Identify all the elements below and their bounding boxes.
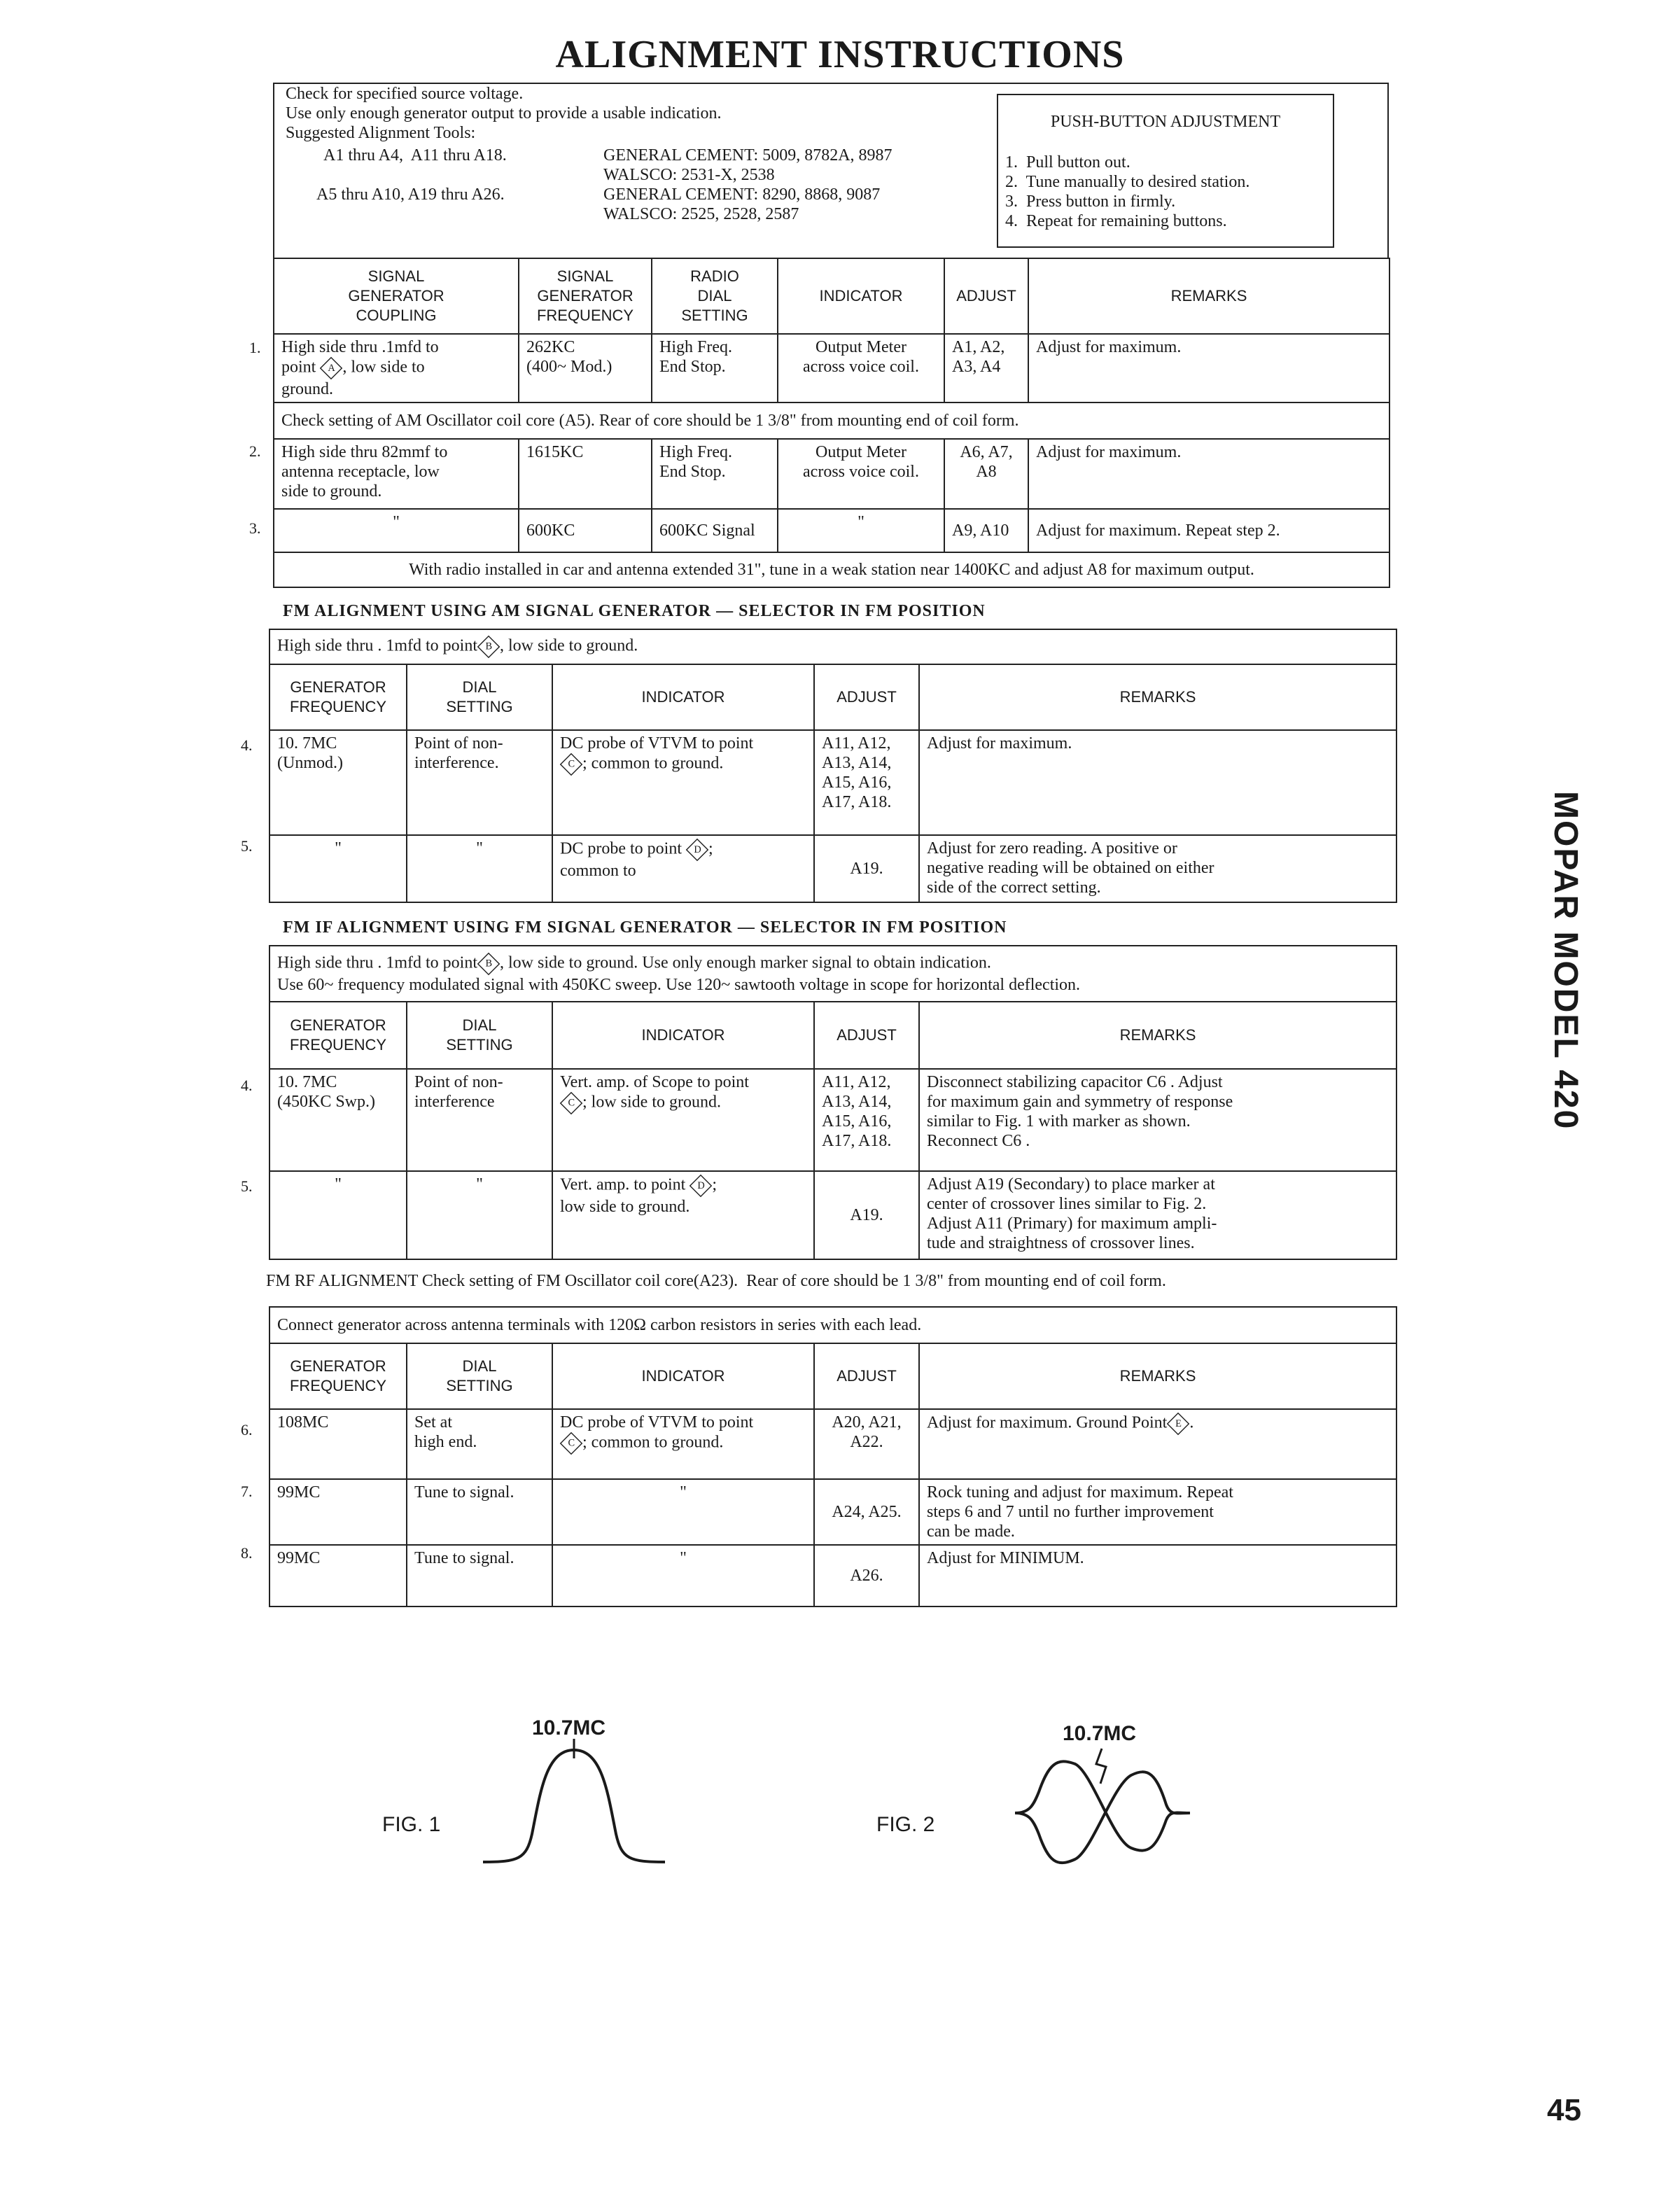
fm-if-row4-indicator: Vert. amp. of Scope to point C ; low side to ground.	[552, 1069, 814, 1171]
side-model-label: MOPAR MODEL 420	[1547, 791, 1584, 1130]
fm-rf-row7-indicator: "	[552, 1479, 814, 1545]
fm-rf-table	[269, 1306, 1397, 1607]
row3-adjust: A9, A10	[944, 509, 1028, 552]
pushbutton-step-2: 2. Tune manually to desired station.	[1005, 173, 1250, 191]
point-b-icon: B	[477, 953, 500, 976]
row3-frequency: 600KC	[519, 509, 652, 552]
header-remarks: REMARKS	[1028, 258, 1390, 334]
table-row	[274, 439, 1390, 509]
fm-am-row5-remarks: Adjust for zero reading. A positive or negative reading will be obtained on either side of the correct setting.	[919, 835, 1396, 902]
fm-rf-connect: Connect generator across antenna terminals with 120Ω carbon resistors in series with each lead.	[270, 1307, 1396, 1343]
page-number: 45	[1547, 2093, 1581, 2127]
header-coupling: SIGNAL GENERATOR COUPLING	[274, 258, 519, 334]
row-number: 5.	[241, 837, 253, 855]
header-adjust: ADJUST	[814, 1002, 919, 1069]
fm-am-connect: High side thru . 1mfd to point B , low side to ground.	[270, 629, 1396, 664]
header-dial: DIAL SETTING	[407, 1002, 552, 1069]
fm-if-row4-adjust: A11, A12, A13, A14, A15, A16, A17, A18.	[814, 1069, 919, 1171]
table-row	[270, 1069, 1396, 1171]
row3-indicator: "	[778, 509, 944, 552]
header-dial: DIAL SETTING	[407, 664, 552, 730]
fm-am-row4-indicator: DC probe of VTVM to point C ; common to ground.	[552, 730, 814, 835]
fm-if-row5-remarks: Adjust A19 (Secondary) to place marker at center of crossover lines similar to Fig. 2. Adjust A11 (Primary) for maximum ampli- tude and straightness of crossover lines.	[919, 1171, 1396, 1259]
intro-line-1: Check for specified source voltage.	[286, 85, 524, 103]
row1-dial: High Freq. End Stop.	[652, 334, 778, 402]
row-number: 8.	[241, 1544, 253, 1562]
tools-a-label: A1 thru A4, A11 thru A18.	[323, 146, 507, 164]
intro-line-2: Use only enough generator output to provide a usable indication.	[286, 104, 722, 122]
row3-remarks: Adjust for maximum. Repeat step 2.	[1028, 509, 1390, 552]
header-remarks: REMARKS	[919, 1343, 1396, 1409]
row2-dial: High Freq. End Stop.	[652, 439, 778, 509]
fm-if-row5-adjust: A19.	[814, 1171, 919, 1259]
row2-adjust: A6, A7, A8	[944, 439, 1028, 509]
fig1-response-curve	[476, 1736, 672, 1869]
tools-b-2: WALSCO: 2525, 2528, 2587	[603, 205, 799, 223]
table-row	[270, 835, 1396, 902]
fm-rf-heading: FM RF ALIGNMENT Check setting of FM Oscillator coil core(A23). Rear of core should be 1 3/8" from mounting end of coil form.	[266, 1272, 1166, 1290]
fm-am-heading: FM ALIGNMENT USING AM SIGNAL GENERATOR — SELECTOR IN FM POSITION	[283, 602, 986, 620]
fm-if-table	[269, 945, 1397, 1260]
fm-if-row5-indicator: Vert. amp. to point D ; low side to ground.	[552, 1171, 814, 1259]
fig2-marker-label: 10.7MC	[1063, 1722, 1137, 1745]
header-indicator: INDICATOR	[552, 1343, 814, 1409]
point-d-icon: D	[686, 839, 709, 862]
tools-a-1: GENERAL CEMENT: 5009, 8782A, 8987	[603, 146, 892, 164]
header-adjust: ADJUST	[814, 664, 919, 730]
row-number: 5.	[241, 1177, 253, 1195]
fm-rf-row6-frequency: 108MC	[270, 1409, 407, 1479]
fm-if-heading: FM IF ALIGNMENT USING FM SIGNAL GENERATOR — SELECTOR IN FM POSITION	[283, 918, 1007, 937]
fm-am-table	[269, 629, 1397, 903]
fm-rf-row7-adjust: A24, A25.	[814, 1479, 919, 1545]
header-dial: RADIO DIAL SETTING	[652, 258, 778, 334]
row3-dial: 600KC Signal	[652, 509, 778, 552]
table-row	[270, 730, 1396, 835]
table-row	[270, 1479, 1396, 1545]
tools-a-2: WALSCO: 2531-X, 2538	[603, 166, 775, 184]
fm-if-row5-frequency: "	[270, 1171, 407, 1259]
tools-b-1: GENERAL CEMENT: 8290, 8868, 9087	[603, 186, 881, 204]
header-frequency: GENERATOR FREQUENCY	[270, 1002, 407, 1069]
fig1-label: FIG. 1	[382, 1813, 441, 1836]
fm-am-row4-remarks: Adjust for maximum.	[919, 730, 1396, 835]
header-adjust: ADJUST	[814, 1343, 919, 1409]
fm-rf-row7-dial: Tune to signal.	[407, 1479, 552, 1545]
fm-am-row4-dial: Point of non- interference.	[407, 730, 552, 835]
intro-line-3: Suggested Alignment Tools:	[286, 124, 476, 142]
point-a-icon: A	[320, 357, 343, 380]
page-title: ALIGNMENT INSTRUCTIONS	[555, 33, 1125, 76]
header-adjust: ADJUST	[944, 258, 1028, 334]
am-note-oscillator: Check setting of AM Oscillator coil core (A5). Rear of core should be 1 3/8" from mounting end of coil form.	[274, 402, 1390, 439]
fm-rf-row8-indicator: "	[552, 1545, 814, 1606]
row-number: 4.	[241, 736, 253, 754]
point-d-icon: D	[690, 1175, 713, 1198]
header-dial: DIAL SETTING	[407, 1343, 552, 1409]
point-c-icon: C	[560, 1092, 583, 1115]
fm-if-row4-frequency: 10. 7MC (450KC Swp.)	[270, 1069, 407, 1171]
header-frequency: SIGNAL GENERATOR FREQUENCY	[519, 258, 652, 334]
pushbutton-title: PUSH-BUTTON ADJUSTMENT	[1050, 113, 1281, 131]
row-number: 7.	[241, 1483, 253, 1500]
fm-rf-row6-remarks: Adjust for maximum. Ground Point E .	[919, 1409, 1396, 1479]
fm-if-connect: High side thru . 1mfd to point B , low side to ground. Use only enough marker signal to obtain indication. Use 60~ frequency modulated signal with 450KC sweep. Use 120~ sawtooth voltage in scope for horizontal deflection.	[270, 946, 1396, 1002]
row2-coupling: High side thru 82mmf to antenna receptacle, low side to ground.	[274, 439, 519, 509]
pushbutton-step-4: 4. Repeat for remaining buttons.	[1005, 212, 1227, 230]
row2-remarks: Adjust for maximum.	[1028, 439, 1390, 509]
row-number: 1.	[249, 339, 261, 356]
row2-indicator: Output Meter across voice coil.	[778, 439, 944, 509]
fm-if-row5-dial: "	[407, 1171, 552, 1259]
header-indicator: INDICATOR	[778, 258, 944, 334]
fm-rf-row8-frequency: 99MC	[270, 1545, 407, 1606]
am-note-car: With radio installed in car and antenna extended 31", tune in a weak station near 1400KC and adjust A8 for maximum output.	[274, 552, 1390, 587]
fm-rf-row8-adjust: A26.	[814, 1545, 919, 1606]
header-frequency: GENERATOR FREQUENCY	[270, 1343, 407, 1409]
fm-rf-row6-adjust: A20, A21, A22.	[814, 1409, 919, 1479]
row1-remarks: Adjust for maximum.	[1028, 334, 1390, 402]
fm-rf-row6-indicator: DC probe of VTVM to point C ; common to ground.	[552, 1409, 814, 1479]
row2-frequency: 1615KC	[519, 439, 652, 509]
fm-rf-row8-remarks: Adjust for MINIMUM.	[919, 1545, 1396, 1606]
header-indicator: INDICATOR	[552, 664, 814, 730]
row1-coupling: High side thru .1mfd to point A , low side to ground.	[274, 334, 519, 402]
fm-rf-row7-remarks: Rock tuning and adjust for maximum. Repeat steps 6 and 7 until no further improvement can be made.	[919, 1479, 1396, 1545]
table-row	[270, 1171, 1396, 1259]
fm-am-row5-indicator: DC probe to point D ; common to	[552, 835, 814, 902]
fig2-crossover-curve	[1008, 1743, 1197, 1869]
table-row	[274, 509, 1390, 552]
table-row	[270, 1545, 1396, 1606]
tools-b-label: A5 thru A10, A19 thru A26.	[316, 186, 505, 204]
point-c-icon: C	[560, 753, 583, 776]
fm-if-row4-remarks: Disconnect stabilizing capacitor C6 . Adjust for maximum gain and symmetry of response similar to Fig. 1 with marker as shown. Reconnect C6 .	[919, 1069, 1396, 1171]
fm-am-row5-dial: "	[407, 835, 552, 902]
row-number: 4.	[241, 1077, 253, 1094]
header-indicator: INDICATOR	[552, 1002, 814, 1069]
row1-adjust: A1, A2, A3, A4	[944, 334, 1028, 402]
fm-am-row4-frequency: 10. 7MC (Unmod.)	[270, 730, 407, 835]
point-b-icon: B	[477, 636, 500, 659]
fig1-marker-label: 10.7MC	[532, 1716, 606, 1740]
table-row	[270, 1409, 1396, 1479]
am-alignment-table	[273, 258, 1390, 588]
fm-am-row4-adjust: A11, A12, A13, A14, A15, A16, A17, A18.	[814, 730, 919, 835]
fm-rf-row6-dial: Set at high end.	[407, 1409, 552, 1479]
header-frequency: GENERATOR FREQUENCY	[270, 664, 407, 730]
table-row	[274, 334, 1390, 402]
fm-if-row4-dial: Point of non- interference	[407, 1069, 552, 1171]
row1-frequency: 262KC (400~ Mod.)	[519, 334, 652, 402]
row3-coupling: "	[274, 509, 519, 552]
fm-am-row5-frequency: "	[270, 835, 407, 902]
header-remarks: REMARKS	[919, 1002, 1396, 1069]
row1-indicator: Output Meter across voice coil.	[778, 334, 944, 402]
pushbutton-box	[997, 94, 1334, 248]
row-number: 2.	[249, 442, 261, 460]
header-remarks: REMARKS	[919, 664, 1396, 730]
fm-rf-row8-dial: Tune to signal.	[407, 1545, 552, 1606]
pushbutton-step-3: 3. Press button in firmly.	[1005, 192, 1176, 211]
pushbutton-step-1: 1. Pull button out.	[1005, 153, 1130, 172]
fm-rf-row7-frequency: 99MC	[270, 1479, 407, 1545]
fm-am-row5-adjust: A19.	[814, 835, 919, 902]
point-e-icon: E	[1167, 1413, 1190, 1436]
row-number: 6.	[241, 1421, 253, 1438]
point-c-icon: C	[560, 1432, 583, 1455]
row-number: 3.	[249, 519, 261, 537]
fig2-label: FIG. 2	[876, 1813, 935, 1836]
